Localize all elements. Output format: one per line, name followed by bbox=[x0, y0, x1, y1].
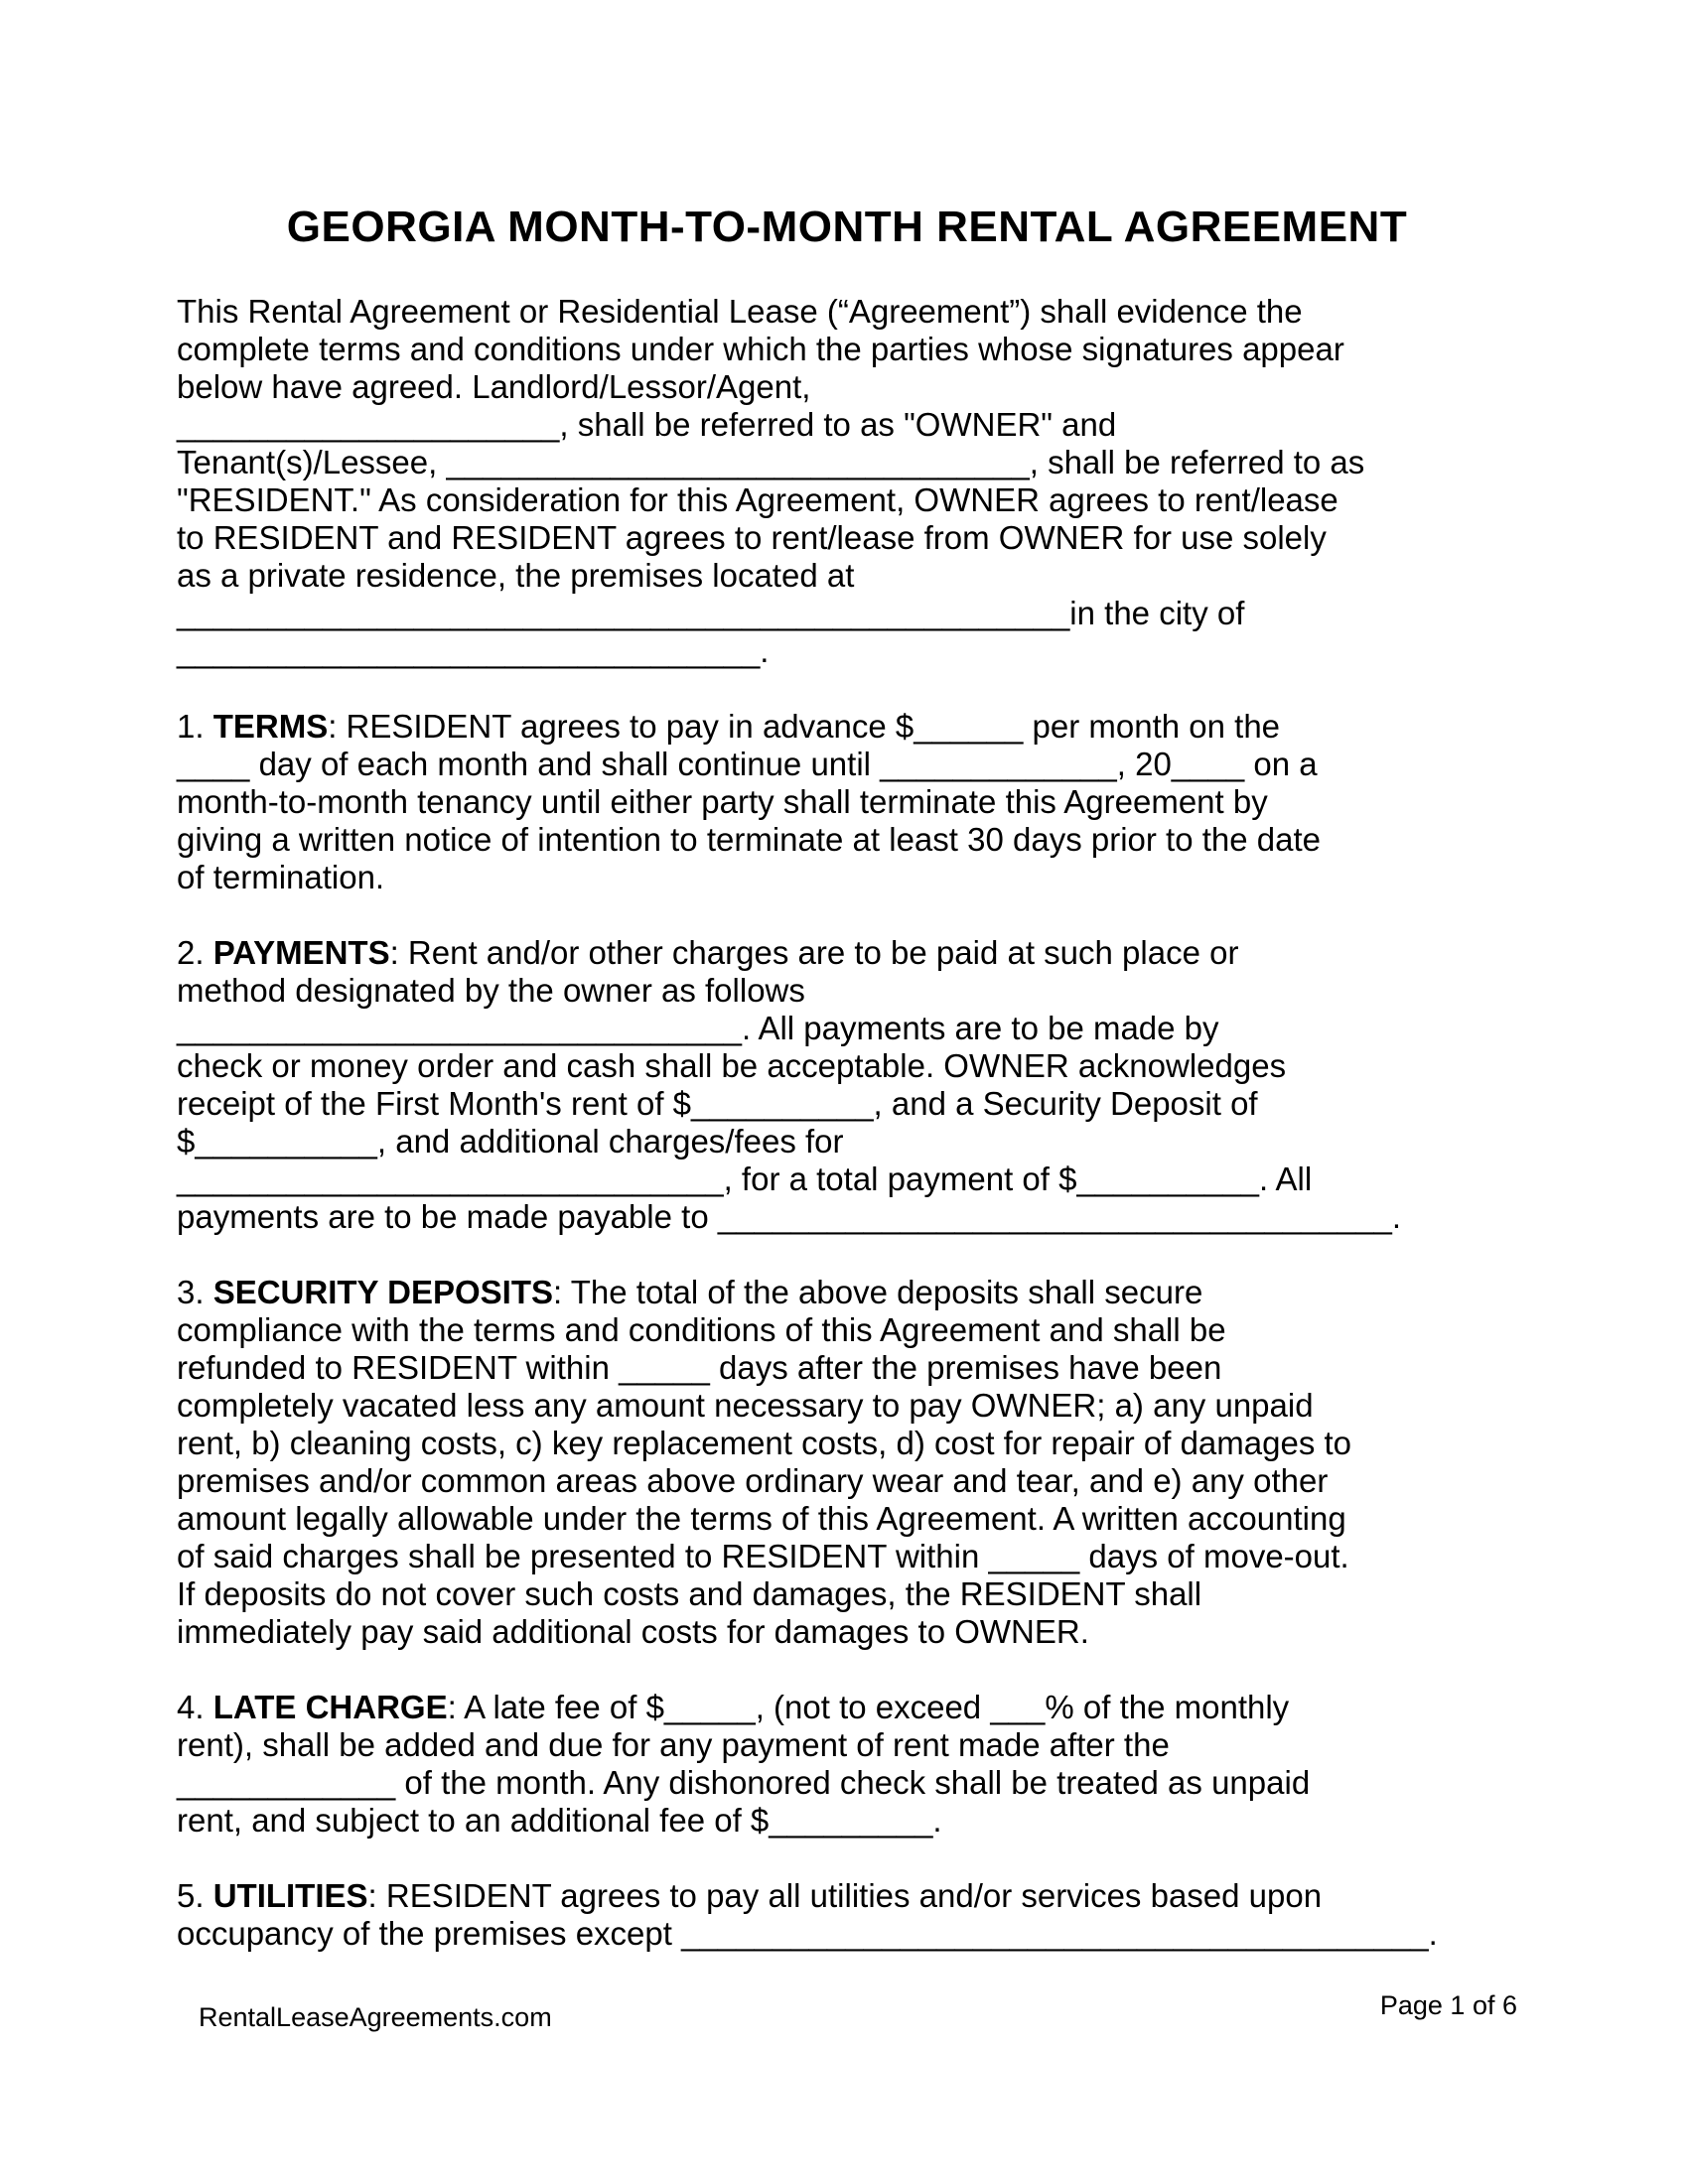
text-segment: ____ day of each month and shall continue until _____________, 20____ on a bbox=[177, 746, 1318, 782]
text-line bbox=[177, 406, 1517, 444]
text-line bbox=[177, 595, 1517, 632]
document-content bbox=[177, 202, 1517, 1990]
text-segment: : A late fee of $_____, (not to exceed ___% of the monthly bbox=[447, 1689, 1290, 1725]
text-line bbox=[177, 1274, 1517, 1311]
text-segment: ________________________________. bbox=[177, 632, 770, 669]
text-segment: : Rent and/or other charges are to be paid at such place or bbox=[389, 934, 1239, 971]
text-segment: $__________, and additional charges/fees for bbox=[177, 1123, 844, 1160]
text-line bbox=[177, 1538, 1517, 1575]
text-line bbox=[177, 1311, 1517, 1349]
text-segment: immediately pay said additional costs for damages to OWNER. bbox=[177, 1613, 1089, 1650]
footer-page-number: Page 1 of 6 bbox=[1379, 1990, 1517, 2020]
text-segment: month-to-month tenancy until either party shall terminate this Agreement by bbox=[177, 783, 1268, 820]
text-segment: If deposits do not cover such costs and damages, the RESIDENT shall bbox=[177, 1575, 1202, 1612]
text-line bbox=[177, 1575, 1517, 1613]
text-line bbox=[177, 444, 1517, 481]
text-line bbox=[177, 1462, 1517, 1500]
text-segment: method designated by the owner as follows bbox=[177, 972, 805, 1009]
text-segment: ____________ of the month. Any dishonored check shall be treated as unpaid bbox=[177, 1764, 1311, 1801]
text-segment: of said charges shall be presented to RESIDENT within _____ days of move-out. bbox=[177, 1538, 1349, 1574]
paragraph-preamble bbox=[177, 293, 1517, 670]
text-segment: rent, and subject to an additional fee of $_________. bbox=[177, 1802, 942, 1839]
text-segment: rent), shall be added and due for any payment of rent made after the bbox=[177, 1726, 1170, 1763]
text-line bbox=[177, 632, 1517, 670]
text-line bbox=[177, 1160, 1517, 1198]
text-line bbox=[177, 1689, 1517, 1726]
section-heading: UTILITIES bbox=[212, 1877, 368, 1914]
document-body bbox=[177, 293, 1517, 1953]
text-segment: complete terms and conditions under which the parties whose signatures appear bbox=[177, 331, 1344, 367]
text-line bbox=[177, 331, 1517, 368]
paragraph-payments bbox=[177, 934, 1517, 1236]
text-segment: to RESIDENT and RESIDENT agrees to rent/lease from OWNER for use solely bbox=[177, 519, 1327, 556]
text-line bbox=[177, 859, 1517, 896]
paragraph-utilities bbox=[177, 1877, 1517, 1953]
text-segment: 1. bbox=[177, 708, 213, 745]
footer-website-text: RentalLeaseAgreements.com bbox=[199, 2002, 552, 2032]
text-segment: completely vacated less any amount necessary to pay OWNER; a) any unpaid bbox=[177, 1387, 1314, 1424]
text-line bbox=[177, 519, 1517, 557]
text-segment: below have agreed. Landlord/Lessor/Agent, bbox=[177, 368, 811, 405]
text-line bbox=[177, 972, 1517, 1010]
text-line bbox=[177, 1500, 1517, 1538]
text-line bbox=[177, 821, 1517, 859]
text-line bbox=[177, 1085, 1517, 1123]
text-line bbox=[177, 1613, 1517, 1651]
text-line bbox=[177, 293, 1517, 331]
text-segment: 3. bbox=[177, 1274, 213, 1310]
text-segment: premises and/or common areas above ordinary wear and tear, and e) any other bbox=[177, 1462, 1329, 1499]
text-segment: This Rental Agreement or Residential Lease (“Agreement”) shall evidence the bbox=[177, 293, 1303, 330]
text-line bbox=[177, 1425, 1517, 1462]
text-segment: compliance with the terms and conditions of this Agreement and shall be bbox=[177, 1311, 1226, 1348]
text-segment: : RESIDENT agrees to pay all utilities and/or services based upon bbox=[367, 1877, 1323, 1914]
text-line bbox=[177, 1387, 1517, 1425]
text-line bbox=[177, 1198, 1517, 1236]
text-segment: receipt of the First Month's rent of $__________, and a Security Deposit of bbox=[177, 1085, 1258, 1122]
text-line bbox=[177, 708, 1517, 746]
text-line bbox=[177, 1802, 1517, 1840]
text-segment: payments are to be made payable to _____________________________________. bbox=[177, 1198, 1402, 1235]
text-segment: 5. bbox=[177, 1877, 213, 1914]
text-line bbox=[177, 783, 1517, 821]
text-line bbox=[177, 1047, 1517, 1085]
text-segment: giving a written notice of intention to terminate at least 30 days prior to the date bbox=[177, 821, 1322, 858]
text-line bbox=[177, 1877, 1517, 1915]
text-segment: _____________________, shall be referred to as "OWNER" and bbox=[177, 406, 1117, 443]
text-line bbox=[177, 368, 1517, 406]
section-heading: TERMS bbox=[212, 708, 329, 745]
text-segment: "RESIDENT." As consideration for this Agreement, OWNER agrees to rent/lease bbox=[177, 481, 1338, 518]
text-segment: Tenant(s)/Lessee, ________________________________, shall be referred to as bbox=[177, 444, 1365, 480]
text-segment: of termination. bbox=[177, 859, 385, 895]
text-segment: _________________________________________________in the city of bbox=[177, 595, 1245, 631]
section-heading: LATE CHARGE bbox=[212, 1689, 448, 1725]
text-segment: occupancy of the premises except _________________________________________. bbox=[177, 1915, 1438, 1952]
text-line bbox=[177, 1764, 1517, 1802]
text-line bbox=[177, 1726, 1517, 1764]
section-heading: PAYMENTS bbox=[212, 934, 390, 971]
paragraph-security-deposits bbox=[177, 1274, 1517, 1651]
text-line bbox=[177, 934, 1517, 972]
text-segment: check or money order and cash shall be acceptable. OWNER acknowledges bbox=[177, 1047, 1287, 1084]
text-segment: amount legally allowable under the terms of this Agreement. A written accounting bbox=[177, 1500, 1346, 1537]
document-title: GEORGIA MONTH-TO-MONTH RENTAL AGREEMENT bbox=[286, 203, 1408, 251]
text-segment: 2. bbox=[177, 934, 213, 971]
text-segment: rent, b) cleaning costs, c) key replacement costs, d) cost for repair of damages to bbox=[177, 1425, 1352, 1461]
text-line bbox=[177, 1915, 1517, 1953]
text-segment: refunded to RESIDENT within _____ days after the premises have been bbox=[177, 1349, 1222, 1386]
paragraph-late-charge bbox=[177, 1689, 1517, 1840]
text-line bbox=[177, 481, 1517, 519]
text-line bbox=[177, 557, 1517, 595]
text-segment: as a private residence, the premises located at bbox=[177, 557, 855, 594]
text-line bbox=[177, 1123, 1517, 1160]
text-line bbox=[177, 1010, 1517, 1047]
paragraph-terms bbox=[177, 708, 1517, 896]
section-heading: SECURITY DEPOSITS bbox=[212, 1274, 553, 1310]
text-segment: ______________________________, for a total payment of $__________. All bbox=[177, 1160, 1313, 1197]
text-segment: : The total of the above deposits shall secure bbox=[553, 1274, 1203, 1310]
text-line bbox=[177, 746, 1517, 783]
text-segment: : RESIDENT agrees to pay in advance $______ per month on the bbox=[328, 708, 1281, 745]
text-segment: 4. bbox=[177, 1689, 213, 1725]
text-line bbox=[177, 1349, 1517, 1387]
text-segment: _______________________________. All payments are to be made by bbox=[177, 1010, 1219, 1046]
